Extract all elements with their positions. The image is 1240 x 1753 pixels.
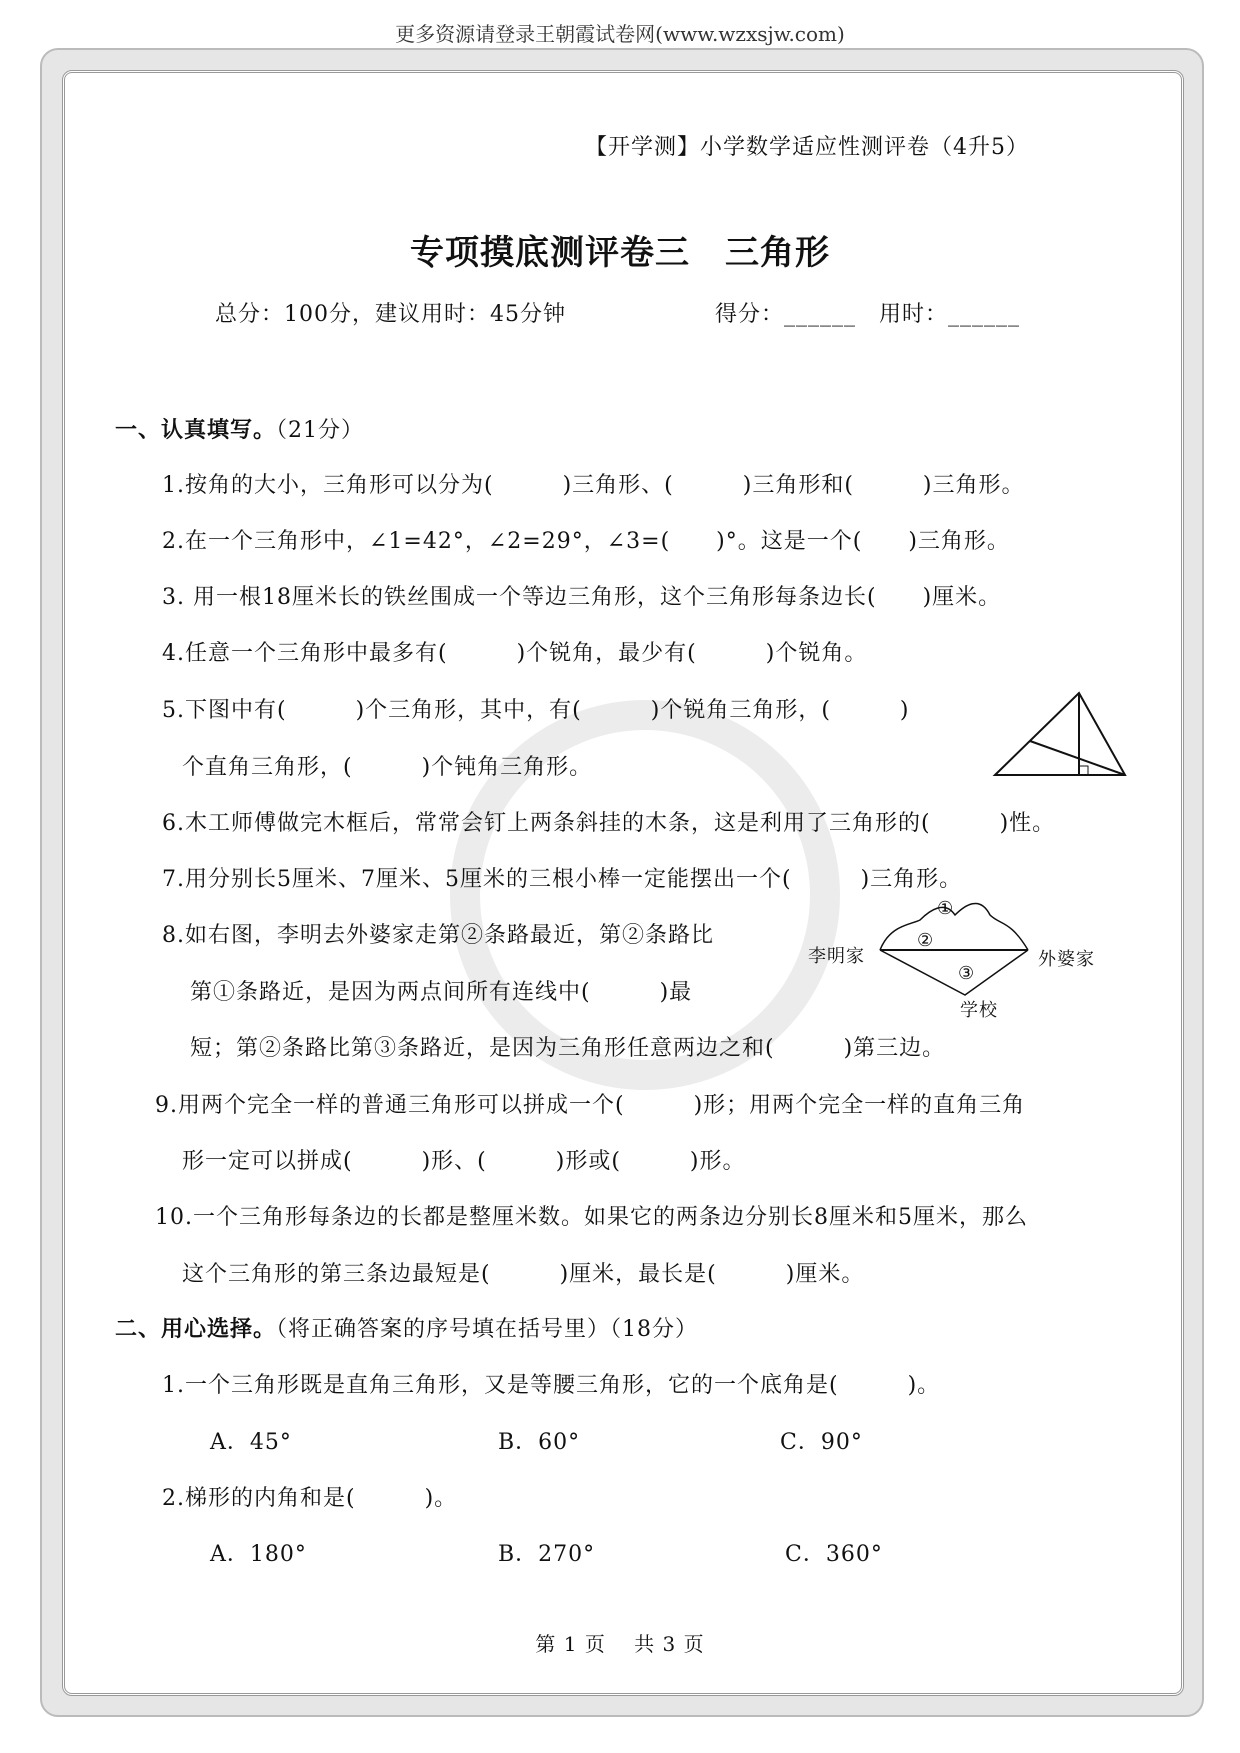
question-line: 4.任意一个三角形中最多有( )个锐角，最少有( )个锐角。: [162, 641, 868, 666]
section-points: （21分）: [276, 418, 365, 443]
label-home: 李明家: [808, 946, 865, 967]
question-line: 10.一个三角形每条边的长都是整厘米数。如果它的两条边分别长8厘米和5厘米，那么: [155, 1205, 1028, 1230]
question-line: 2.在一个三角形中，∠1=42°，∠2=29°，∠3=( )°。这是一个( )三角形。: [162, 529, 1010, 554]
label-school: 学校: [960, 1000, 998, 1021]
option: B．60°: [498, 1430, 581, 1455]
total-info: 总分：100分，建议用时：45分钟: [215, 302, 566, 327]
question-line: 6.木工师傅做完木框后，常常会钉上两条斜挂的木条，这是利用了三角形的( )性。: [162, 811, 1056, 836]
section-points: （将正确答案的序号填在括号里）（18分）: [276, 1317, 699, 1342]
section-heading: 一、认真填写。: [115, 418, 277, 443]
question-line: 短；第②条路比第③条路近，是因为三角形任意两边之和( )第三边。: [190, 1036, 946, 1061]
series-label: 【开学测】小学数学适应性测评卷（4升5）: [585, 135, 1029, 160]
page-title: 专项摸底测评卷三 三角形: [410, 233, 830, 273]
triangle-figure: [990, 690, 1130, 780]
question-line: 这个三角形的第三条边最短是( )厘米，最长是( )厘米。: [182, 1262, 865, 1287]
question-line: 第①条路近，是因为两点间所有连线中( )最: [190, 980, 693, 1005]
option: A．45°: [210, 1430, 292, 1455]
question-line: 9.用两个完全一样的普通三角形可以拼成一个( )形；用两个完全一样的直角三角: [155, 1093, 1026, 1118]
label-grandma: 外婆家: [1038, 949, 1095, 970]
route-figure: [870, 895, 1040, 1015]
question-line: 个直角三角形，( )个钝角三角形。: [182, 755, 593, 780]
question-line: 8.如右图，李明去外婆家走第②条路最近，第②条路比: [162, 923, 714, 948]
question-line: 7.用分别长5厘米、7厘米、5厘米的三根小棒一定能摆出一个( )三角形。: [162, 867, 963, 892]
option: B．270°: [498, 1542, 596, 1567]
question-line: 形一定可以拼成( )形、( )形或( )形。: [182, 1149, 746, 1174]
question-line: 2.梯形的内角和是( )。: [162, 1486, 458, 1511]
question-line: 1.按角的大小，三角形可以分为( )三角形、( )三角形和( )三角形。: [162, 473, 1025, 498]
section-heading: 二、用心选择。: [115, 1317, 277, 1342]
option: C．90°: [780, 1430, 863, 1455]
question-line: 3. 用一根18厘米长的铁丝围成一个等边三角形，这个三角形每条边长( )厘米。: [162, 585, 1002, 610]
option: A．180°: [210, 1542, 307, 1567]
page-footer: 第 1 页 共 3 页: [535, 1632, 705, 1656]
option: C．360°: [785, 1542, 883, 1567]
top-note: 更多资源请登录王朝霞试卷网(www.wzxsjw.com): [395, 22, 845, 46]
label-route-1: ①: [937, 898, 955, 919]
label-route-3: ③: [958, 963, 976, 984]
score-info: 得分：______ 用时：______: [715, 302, 1021, 327]
question-line: 1.一个三角形既是直角三角形，又是等腰三角形，它的一个底角是( )。: [162, 1373, 941, 1398]
label-route-2: ②: [917, 930, 935, 951]
question-line: 5.下图中有( )个三角形，其中，有( )个锐角三角形，( ): [162, 698, 910, 723]
